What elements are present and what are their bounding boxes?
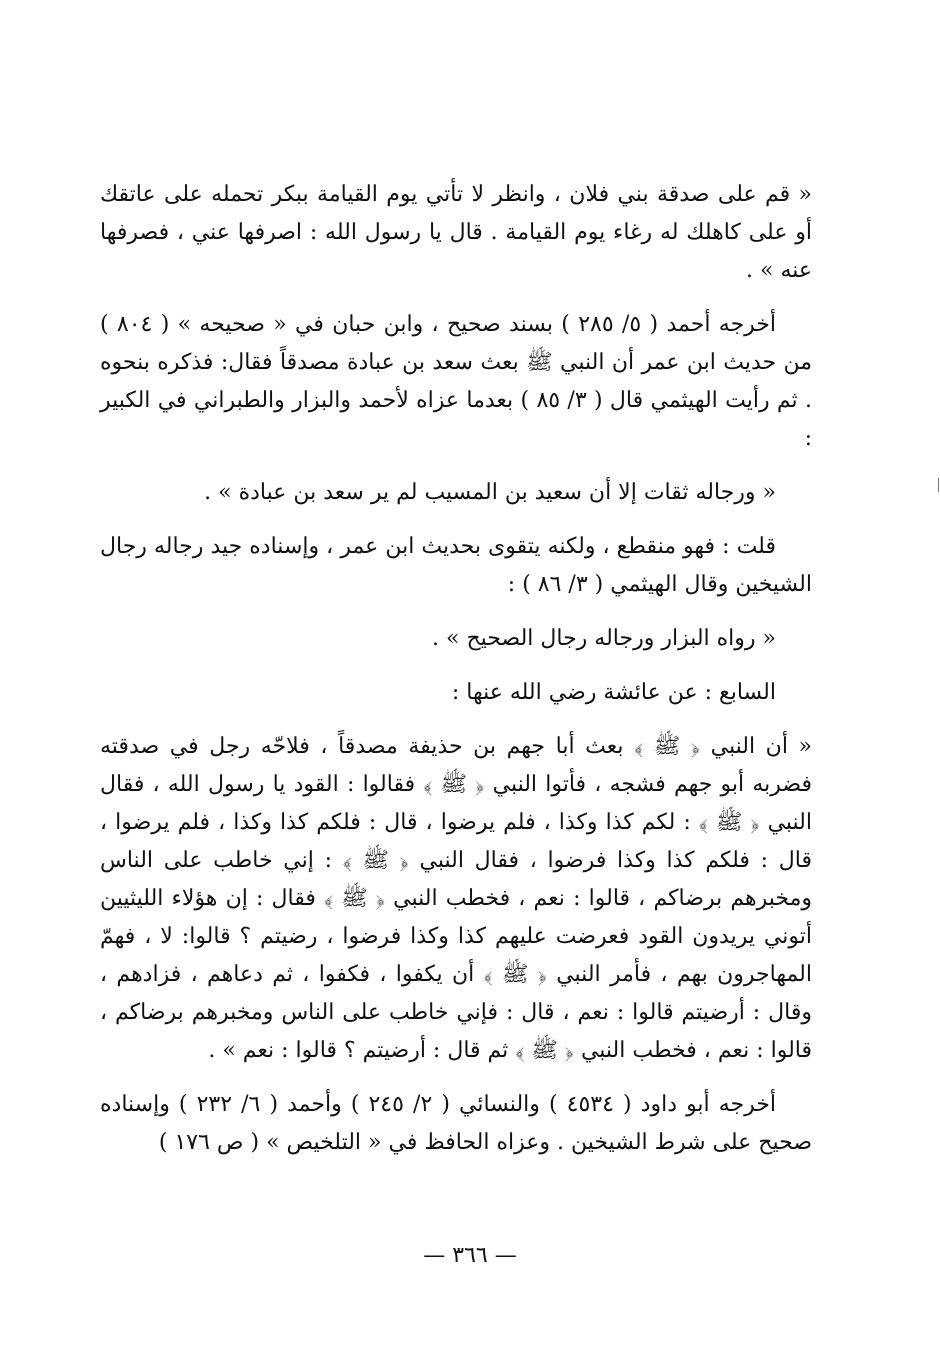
section-heading-seventh: السابع : عن عائشة رضي الله عنها : bbox=[451, 680, 776, 705]
takhrij-paragraph-2: أخرجه أبو داود ( ٤٥٣٤ ) والنسائي ( ٢/ ٢٤٥ ) وأحمد ( ٦/ ٢٣٢ ) وإسناده صحيح على شرط الشيخين . وعزاه الحافظ في « التلخيص » ( ص ١٧٦ ) bbox=[100, 1092, 812, 1155]
takhrij-paragraph-1: أخرجه أحمد ( ٥/ ٢٨٥ ) بسند صحيح ، وابن حبان في « صحيحه » ( ٨٠٤ ) من حديث ابن عمر أن النبي ﷺ بعث سعد بن عبادة مصدقاً فقال: فذكره بنحوه . ثم رأيت الهيثمي قال ( ٣/ ٨٥ ) بعدما عزاه لأحمد والبزار والطبراني في الكبير : bbox=[100, 312, 813, 451]
page-edge-mark bbox=[938, 478, 939, 492]
page-body bbox=[100, 176, 812, 1178]
page-number: — ٣٦٦ — bbox=[423, 1243, 517, 1268]
quote-paragraph-1: « قم على صدقة بني فلان ، وانظر لا تأتي يوم القيامة ببكر تحمله على عاتقك أو على كاهلك له رغاء يوم القيامة . قال يا رسول الله : اصرفها عني ، فصرفها عنه » . bbox=[100, 182, 812, 283]
quote-paragraph-3: « رواه البزار ورجاله رجال الصحيح » . bbox=[432, 626, 776, 651]
comment-paragraph: قلت : فهو منقطع ، ولكنه يتقوى بحديث ابن عمر ، وإسناده جيد رجاله رجال الشيخين وقال الهيثمي ( ٣/ ٨٦ ) : bbox=[100, 534, 812, 597]
hadith-paragraph: « أن النبي ﴿ ﷺ ﴾ بعث أبا جهم بن حذيفة مصدقاً ، فلاحّه رجل في صدقته فضربه أبو جهم فشجه ، فأتوا النبي ﴿ ﷺ ﴾ فقالوا : القود يا رسول الله ، فقال النبي ﴿ ﷺ ﴾ : لكم كذا وكذا ، فلم يرضوا ، قال : فلكم كذا وكذا ، فلم يرضوا ، قال : فلكم كذا وكذا فرضوا ، فقال النبي ﴿ ﷺ ﴾ : إني خاطب على الناس ومخبرهم برضاكم ، قالوا : نعم ، فخطب النبي ﴿ ﷺ ﴾ فقال : إن هؤلاء الليثيين أتوني يريدون القود فعرضت عليهم كذا وكذا فرضوا ، رضيتم ؟ قالوا: لا ، فهمّ المهاجرون بهم ، فأمر النبي ﴿ ﷺ ﴾ أن يكفوا ، فكفوا ، ثم دعاهم ، فزادهم ، وقال : أرضيتم قالوا : نعم ، قال : فإني خاطب على الناس ومخبرهم برضاكم ، قالوا : نعم ، فخطب النبي ﴿ ﷺ ﴾ ثم قال : أرضيتم ؟ قالوا : نعم » . bbox=[100, 734, 812, 1063]
quote-paragraph-2: « ورجاله ثقات إلا أن سعيد بن المسيب لم ير سعد بن عبادة » . bbox=[204, 480, 776, 505]
